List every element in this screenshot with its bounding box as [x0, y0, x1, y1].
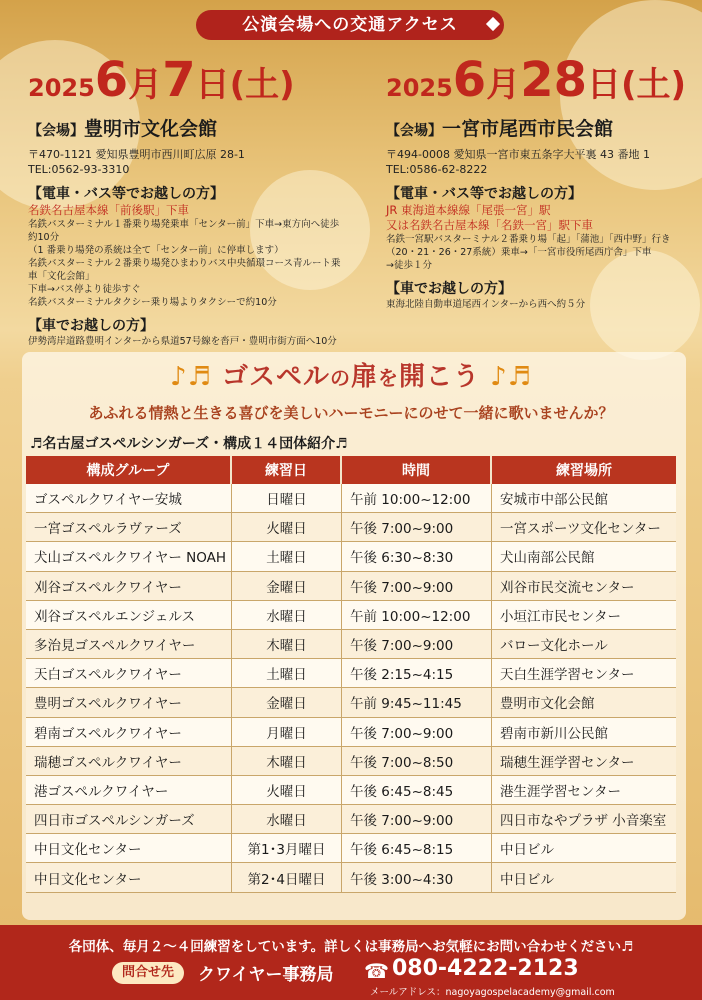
table-row	[26, 863, 676, 892]
cell-day: 第1･3月曜日	[232, 834, 342, 863]
venue-name-row	[28, 114, 348, 141]
title-part: こう	[426, 362, 481, 392]
choir-table	[26, 456, 676, 893]
column-header-place: 練習場所	[492, 456, 676, 484]
cell-place: 刈谷市民交流センター	[492, 572, 676, 601]
cell-place: 一宮スポーツ文化センター	[492, 513, 676, 542]
train-detail: 名鉄一宮駅バスターミナル２番乗り場「起」「蒲池」「西中野」行き	[386, 234, 671, 245]
cell-day: 木曜日	[232, 630, 342, 659]
train-detail: 名鉄バスターミナル２番乗り場発ひまわりバス中央循環コース青ルート乗車「文化会館」	[28, 258, 341, 282]
concert-date	[28, 52, 348, 108]
cell-day: 日曜日	[232, 484, 342, 513]
table-row	[26, 776, 676, 805]
gospel-subtitle: あふれる情熱と生きる喜びを美しいハーモニーにのせて一緒に歌いませんか？	[88, 404, 614, 422]
cell-day: 第2･4日曜日	[232, 863, 342, 892]
train-station: JR 東海道本線線「尾張一宮」駅	[386, 203, 551, 217]
cell-group: ゴスペルクワイヤー安城	[26, 484, 232, 513]
table-row	[26, 747, 676, 776]
venue-tel: TEL:0562-93-3310	[28, 163, 130, 176]
cell-group: 豊明ゴスペルクワイヤー	[26, 688, 232, 717]
venue-name: 一宮市尾西市民会館	[442, 118, 614, 140]
train-bus-header: 【電車・バス等でお越しの方】	[28, 186, 224, 202]
cell-group: 多治見ゴスペルクワイヤー	[26, 630, 232, 659]
footer-note: 各団体、毎月２～４回練習をしています。詳しくは事務局へお気軽にお問い合わせください♬	[68, 939, 634, 955]
train-station: 名鉄名古屋本線「前後駅」下車	[28, 203, 189, 217]
title-part: の	[329, 366, 351, 390]
train-detail: →徒歩１分	[386, 260, 432, 271]
train-detail: 名鉄バスターミナル１番乗り場発乗車「センター前」下車→東方向へ徒歩約10分	[28, 219, 340, 243]
cell-day: 水曜日	[232, 601, 342, 630]
cell-time: 午後 7:00~9:00	[342, 805, 492, 834]
cell-day: 土曜日	[232, 659, 342, 688]
cell-place: 瑞穂生涯学習センター	[492, 747, 676, 776]
email-label: メールアドレス：	[370, 987, 446, 998]
date-day: 28	[520, 52, 587, 108]
contact-name: クワイヤー事務局	[198, 965, 334, 985]
date-day-kanji: 日	[195, 65, 230, 105]
venue-tel: TEL:0586-62-8222	[386, 163, 488, 176]
title-part: 開	[399, 362, 427, 392]
table-row	[26, 630, 676, 659]
date-month: 6	[94, 52, 129, 108]
car-header: 【車でお越しの方】	[28, 318, 154, 334]
date-month-kanji: 月	[486, 65, 521, 105]
cell-day: 土曜日	[232, 542, 342, 571]
email-address[interactable]: nagoyagospelacademy@gmail.com	[445, 987, 615, 998]
cell-place: 小垣江市民センター	[492, 601, 676, 630]
cell-day: 木曜日	[232, 747, 342, 776]
table-header-row	[26, 456, 676, 484]
table-row	[26, 834, 676, 863]
cell-time: 午後 6:45~8:15	[342, 834, 492, 863]
train-detail: （20・21・26・27系統）乗車→「一宮市役所尾西庁舎」下車	[386, 247, 652, 258]
gospel-title	[0, 356, 702, 393]
venue-toyoake	[28, 52, 348, 348]
table-row	[26, 659, 676, 688]
cell-place: 碧南市新川公民館	[492, 718, 676, 747]
cell-day: 火曜日	[232, 513, 342, 542]
car-detail: 東海北陸自動車道尾西インターから西へ約５分	[386, 299, 586, 310]
email-row	[370, 984, 615, 998]
cell-group: 港ゴスペルクワイヤー	[26, 776, 232, 805]
phone-number[interactable]: 080-4222-2123	[392, 956, 579, 981]
venue-address: 〒494-0008 愛知県一宮市東五条字大平裏 43 番地 1	[386, 148, 650, 161]
cell-place: 天白生涯学習センター	[492, 659, 676, 688]
cell-time: 午後 6:45~8:45	[342, 776, 492, 805]
table-row	[26, 718, 676, 747]
cell-time: 午後 2:15~4:15	[342, 659, 492, 688]
train-detail: 名鉄バスターミナルタクシー乗り場よりタクシーで約10分	[28, 297, 277, 308]
title-part: 扉	[350, 362, 378, 392]
cell-day: 月曜日	[232, 718, 342, 747]
date-year: 2025	[28, 74, 95, 102]
table-row	[26, 688, 676, 717]
venue-ichinomiya	[386, 52, 702, 311]
cell-time: 午後 7:00~9:00	[342, 630, 492, 659]
cell-time: 午後 6:30~8:30	[342, 542, 492, 571]
table-row	[26, 484, 676, 513]
title-part: ゴスペル	[221, 362, 330, 392]
date-year: 2025	[386, 74, 453, 102]
table-row	[26, 572, 676, 601]
cell-group: 一宮ゴスペルラヴァーズ	[26, 513, 232, 542]
date-month: 6	[452, 52, 487, 108]
cell-group: 中日文化センター	[26, 834, 232, 863]
access-header-title: 公演会場への交通アクセス	[242, 15, 458, 35]
title-part: を	[378, 366, 399, 390]
car-detail: 伊勢湾岸道路豊明インターから県道57号線を沓戸・豊明市街方面へ10分	[28, 336, 337, 347]
cell-place: バロー文化ホール	[492, 630, 676, 659]
cell-time: 午後 3:00~4:30	[342, 863, 492, 892]
cell-time: 午後 7:00~9:00	[342, 513, 492, 542]
concert-date	[386, 52, 702, 108]
column-header-day: 練習日	[232, 456, 342, 484]
cell-day: 火曜日	[232, 776, 342, 805]
column-header-group: 構成グループ	[26, 456, 232, 484]
cell-time: 午後 7:00~9:00	[342, 718, 492, 747]
venue-tag: 【会場】	[28, 123, 84, 139]
cell-place: 豊明市文化会館	[492, 688, 676, 717]
cell-group: 天白ゴスペルクワイヤー	[26, 659, 232, 688]
cell-group: 瑞穂ゴスペルクワイヤー	[26, 747, 232, 776]
cell-group: 犬山ゴスペルクワイヤー NOAH	[26, 542, 232, 571]
table-row	[26, 601, 676, 630]
cell-place: 港生涯学習センター	[492, 776, 676, 805]
train-station: 又は名鉄名古屋本線「名鉄一宮」駅下車	[386, 218, 593, 232]
cell-time: 午後 7:00~8:50	[342, 747, 492, 776]
cell-group: 刈谷ゴスペルエンジェルス	[26, 601, 232, 630]
cell-time: 午後 7:00~9:00	[342, 572, 492, 601]
cell-day: 金曜日	[232, 688, 342, 717]
date-day: 7	[162, 52, 196, 108]
cell-day: 金曜日	[232, 572, 342, 601]
cell-place: 中日ビル	[492, 834, 676, 863]
train-detail: 下車→バス停より徒歩すぐ	[28, 284, 141, 295]
car-header: 【車でお越しの方】	[386, 281, 512, 297]
cell-time: 午前 10:00~12:00	[342, 484, 492, 513]
venue-tag: 【会場】	[386, 123, 442, 139]
cell-time: 午前 9:45~11:45	[342, 688, 492, 717]
cell-day: 水曜日	[232, 805, 342, 834]
table-row	[26, 542, 676, 571]
cell-time: 午前 10:00~12:00	[342, 601, 492, 630]
music-note-icon: ♪♬	[170, 362, 212, 392]
phone-icon: ☎	[364, 959, 389, 983]
music-note-icon: ♪♬	[490, 362, 532, 392]
cell-group: 四日市ゴスペルシンガーズ	[26, 805, 232, 834]
cell-place: 中日ビル	[492, 863, 676, 892]
venue-name-row	[386, 114, 702, 141]
date-month-kanji: 月	[128, 65, 163, 105]
cell-group: 中日文化センター	[26, 863, 232, 892]
access-header	[196, 10, 504, 40]
table-row	[26, 513, 676, 542]
date-day-kanji: 日	[587, 65, 621, 105]
date-weekday: (土)	[229, 65, 295, 105]
cell-place: 四日市なやプラザ 小音楽室	[492, 805, 676, 834]
venue-address: 〒470-1121 愛知県豊明市西川町広原 28-1	[28, 148, 245, 161]
cell-place: 安城市中部公民館	[492, 484, 676, 513]
date-weekday: (土)	[621, 65, 687, 105]
table-row	[26, 805, 676, 834]
choir-intro: ♬名古屋ゴスペルシンガーズ・構成１４団体紹介♬	[30, 436, 348, 452]
column-header-time: 時間	[342, 456, 492, 484]
contact-label: 問合せ先	[112, 962, 184, 984]
cell-group: 刈谷ゴスペルクワイヤー	[26, 572, 232, 601]
cell-place: 犬山南部公民館	[492, 542, 676, 571]
train-bus-header: 【電車・バス等でお越しの方】	[386, 186, 582, 202]
venue-name: 豊明市文化会館	[84, 118, 218, 140]
cell-group: 碧南ゴスペルクワイヤー	[26, 718, 232, 747]
train-detail: （1 番乗り場発の系統は全て「センター前」に停車します）	[28, 245, 284, 256]
